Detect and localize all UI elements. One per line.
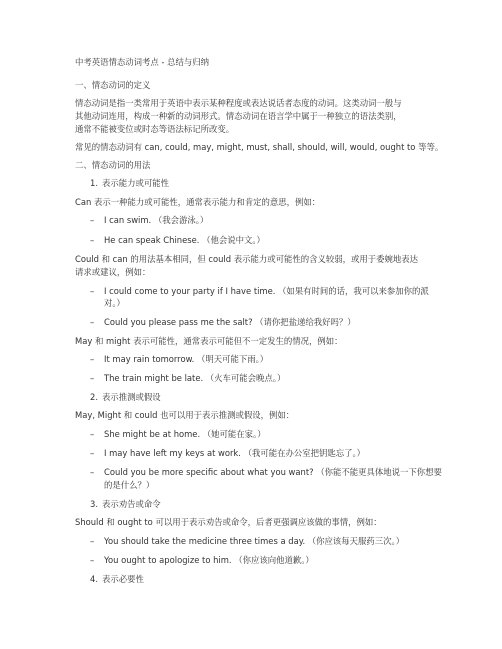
example-sentence: Could you please pass me the salt? （请你把盐递给我好吗？） [104, 317, 356, 327]
paragraph-may: May 和 might 表示可能性，通常表示可能但不一定发生的情况，例如： [75, 336, 343, 346]
subheading-ability: 表示能力或可能性 [102, 178, 169, 188]
subheading-inference: 表示推测或假设 [102, 392, 161, 402]
section-heading-definition: 一、情态动词的定义 [75, 80, 151, 90]
bullet-dash: – [90, 467, 95, 477]
bullet-dash: – [90, 354, 95, 364]
list-number: 2. [90, 392, 98, 402]
list-number: 1. [90, 178, 98, 188]
paragraph-can: Can 表示一种能力或可能性，通常表示能力和肯定的意思，例如： [75, 197, 321, 207]
example-sentence: I may have left my keys at work. （我可能在办公室把钥匙忘了。） [104, 448, 366, 458]
paragraph-advice: Should 和 ought to 可以用于表示劝告或命令，后者更强调应该做的事情，例如： [75, 517, 382, 527]
list-number: 4. [90, 574, 98, 584]
bullet-dash: – [90, 373, 95, 383]
example-sentence: She might be at home. （她可能在家。） [104, 429, 266, 439]
paragraph-line: 请求或建议，例如： [75, 267, 151, 277]
paragraph-common-modals: 常见的情态动词有 can, could, may, might, must, shall, should, will, would, ought to 等等。 [75, 142, 444, 152]
example-sentence: I could come to your party if I have time. （如果有时间的话，我可以来参加你的派 [104, 286, 429, 296]
doc-title: 中考英语情态动词考点 - 总结与归纳 [75, 57, 209, 67]
example-sentence: It may rain tomorrow. （明天可能下雨。） [104, 354, 269, 364]
example-sentence-continued: 对。） [104, 298, 125, 308]
example-sentence: I can swim. （我会游泳。） [104, 215, 209, 225]
bullet-dash: – [90, 448, 95, 458]
bullet-dash: – [90, 235, 95, 245]
bullet-dash: – [90, 536, 95, 546]
bullet-dash: – [90, 429, 95, 439]
section-heading-usage: 二、情态动词的用法 [75, 160, 151, 170]
example-sentence: You should take the medicine three times a day. （你应该每天服药三次。） [104, 536, 405, 546]
bullet-dash: – [90, 317, 95, 327]
bullet-dash: – [90, 215, 95, 225]
example-sentence: The train might be late. （火车可能会晚点。） [104, 373, 286, 383]
paragraph-inference: May, Might 和 could 也可以用于表示推测或假设，例如： [75, 410, 295, 420]
bullet-dash: – [90, 555, 95, 565]
paragraph-line: 情态动词是指一类常用于英语中表示某种程度或表达说话者态度的动词。这类动词一般与 [75, 98, 402, 108]
paragraph-line: 其他动词连用，构成一种新的动词形式。情态动词在语言学中属于一种独立的语法类别， [75, 111, 402, 121]
paragraph-line: Could 和 can 的用法基本相同，但 could 表示能力或可能性的含义较弱，或用于委婉地表达 [75, 254, 418, 264]
subheading-necessity: 表示必要性 [102, 574, 144, 584]
example-sentence: He can speak Chinese. （他会说中文。） [104, 235, 265, 245]
example-sentence: Could you be more specific about what you want? （你能不能更具体地说一下你想要 [104, 467, 442, 477]
bullet-dash: – [90, 286, 95, 296]
list-number: 3. [90, 499, 98, 509]
paragraph-line: 通常不能被变位或时态等语法标记所改变。 [75, 124, 235, 134]
example-sentence: You ought to apologize to him. （你应该向他道歉。） [104, 555, 314, 565]
subheading-advice: 表示劝告或命令 [102, 499, 161, 509]
example-sentence-continued: 的是什么？） [104, 480, 155, 490]
